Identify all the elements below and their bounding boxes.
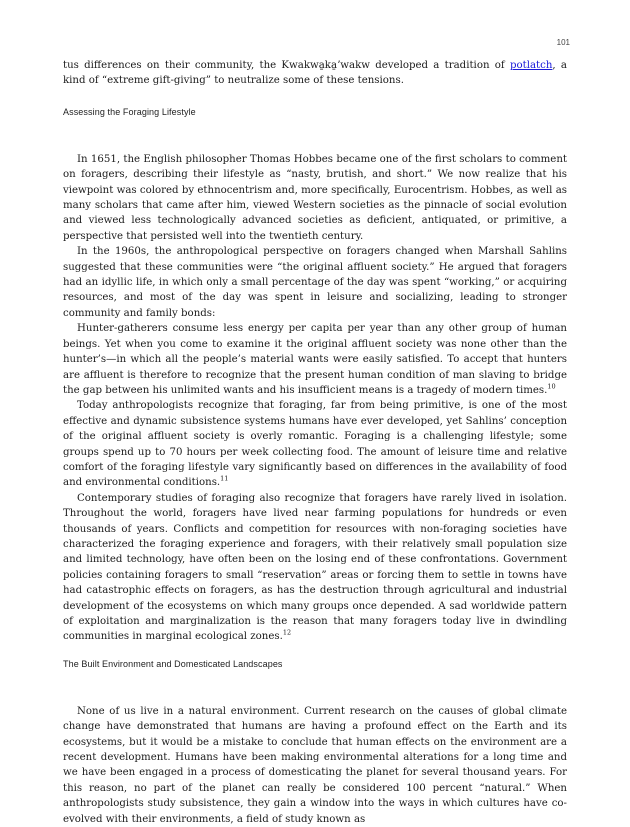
paragraph-quote (63, 321, 567, 398)
footnote-ref-10[interactable]: 10 (547, 382, 556, 391)
footnote-ref-12[interactable]: 12 (282, 629, 292, 638)
footnote-ref-11[interactable]: 11 (220, 474, 229, 483)
paragraph-text: In 1651, the English philosopher Thomas Hobbes became one of the first scholars to comment on foragers, describing their lifestyle as “nasty, brutish, and short.” We now realize that his viewpoint was colored by ethnocentrism and, more specifically, Eurocentrism. Hobbes, as well as many scholars that came after him, viewed Western societies as the pinnacle of social evolution and viewed less technologically advanced societies as deficient, antiquated, or primitive, a perspective that persisted well into the twentieth century. (63, 153, 567, 242)
paragraph-text: Hunter-gatherers consume less energy per capita per year than any other group of human beings. Yet when you come to examine it the original affluent society was none other than the hunter’s—in which all the people’s material wants were easily satisfied. To accept that hunters are affluent is therefore to recognize that the present human condition of man slaving to bridge the gap between his unlimited wants and his insufficient means is a tragedy of modern times. (63, 323, 567, 396)
paragraph-hobbes (63, 152, 567, 244)
paragraph-text: In the 1960s, the anthropological perspective on foragers changed when Marshall Sahlins suggested that these communities were “the original affluent society.” He argued that foragers had an idyllic life, in which only a small percentage of the day was spent “working,” or acquiring resources, and most of the day was spent in leisure and socializing, leading to stronger community and family bonds: (63, 246, 567, 319)
paragraph-today (63, 398, 567, 490)
paragraph-text: None of us live in a natural environment. Current research on the causes of global climate change have demonstrated that humans are having a profound effect on the Earth and its ecosystems, but it would be a mistake to conclude that human effects on the environment are a recent development. Humans have been making environmental alterations for a long time and we have been engaged in a process of domesticating the planet for several thousand years. For this reason, no part of the planet can really be considered 100 percent “natural.” When anthropologists study subsistence, they gain a window into the ways in which cultures have co-evolved with their environments, a field of study known as (63, 705, 567, 825)
page-number: 101 (556, 38, 570, 47)
intro-text-before: tus differences on their community, the Kwakwa̱ka̱ʼwakw developed a tradition of (63, 60, 510, 71)
intro-paragraph (63, 58, 567, 89)
paragraph-sahlins (63, 244, 567, 321)
potlatch-link[interactable]: potlatch (509, 60, 553, 71)
page-content (63, 58, 567, 827)
section-heading-foraging: Assessing the Foraging Lifestyle (63, 106, 196, 117)
paragraph-natural-environment (63, 704, 567, 827)
intro-text-after: , a kind of “extreme gift-giving” to neutralize some of these tensions. (63, 60, 567, 87)
paragraph-contemporary (63, 491, 567, 645)
section-heading-built-environment: The Built Environment and Domesticated Landscapes (63, 658, 283, 669)
paragraph-text: Contemporary studies of foraging also recognize that foragers have rarely lived in isolation. Throughout the world, foragers have lived near farming populations for hundreds or even thousands of years. Conflicts and competition for resources with non-foraging societies have characterized the foraging experience and foragers, with their relatively small population size and limited technology, have often been on the losing end of these confrontations. Government policies containing foragers to small “reservation” areas or forcing them to settle in towns have had catastrophic effects on foragers, as has the destruction through agricultural and industrial development of the ecosystems on which many groups once depended. A sad worldwide pattern of exploitation and marginalization is the reason that many foragers today live in dwindling communities in marginal ecological zones. (63, 492, 567, 643)
paragraph-text: Today anthropologists recognize that foraging, far from being primitive, is one of the most effective and dynamic subsistence systems humans have ever developed, yet Sahlins’ conception of the original affluent society is overly romantic. Foraging is a challenging lifestyle; some groups spend up to 70 hours per week collecting food. The amount of leisure time and relative comfort of the foraging lifestyle vary significantly based on differences in the availability of food and environmental conditions. (63, 400, 567, 489)
